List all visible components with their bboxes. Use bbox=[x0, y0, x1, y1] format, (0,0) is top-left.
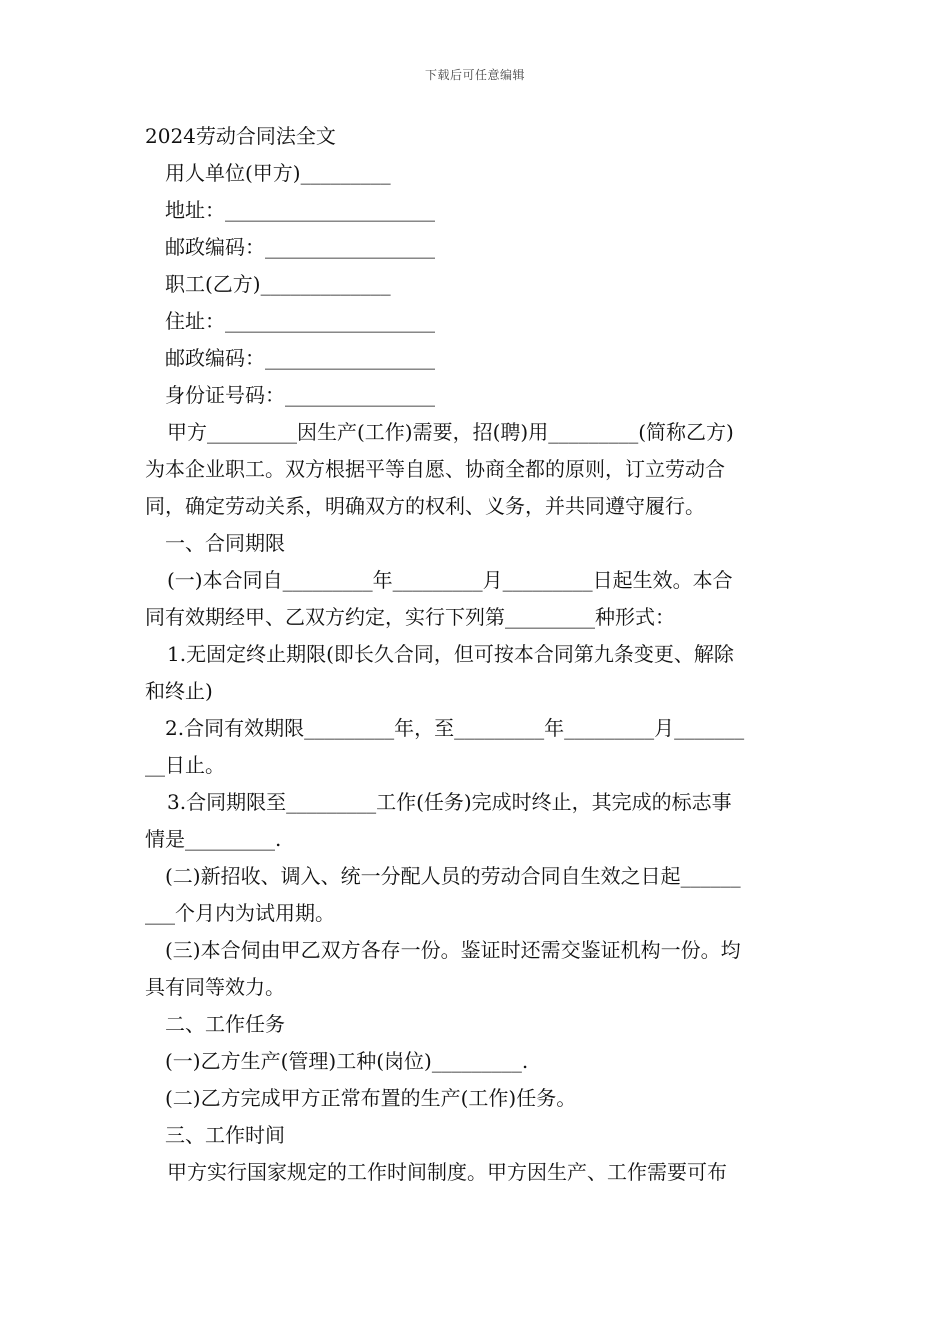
section3-heading: 三、工作时间 bbox=[165, 1123, 285, 1147]
section1-item1-line-1: 1.无固定终止期限(即长久合同，但可按本合同第九条变更、解除 bbox=[167, 642, 734, 666]
section2-p1: (一)乙方生产(管理)工种(岗位)_________. bbox=[165, 1049, 529, 1073]
section1-p2-line-1: (二)新招收、调入、统一分配人员的劳动合同自生效之日起______ bbox=[165, 864, 741, 888]
field-employee-postcode: 邮政编码：_________________ bbox=[165, 346, 435, 370]
section1-p1-line-2: 同有效期经甲、乙双方约定，实行下列第_________种形式： bbox=[145, 605, 675, 629]
section1-item2-line-1: 2.合同有效期限_________年，至_________年_________月_______ bbox=[165, 716, 745, 740]
field-employer-postcode: 邮政编码：_________________ bbox=[165, 235, 435, 259]
section3-p1-line-1: 甲方实行国家规定的工作时间制度。甲方因生产、工作需要可布 bbox=[167, 1160, 727, 1184]
intro-line-2: 为本企业职工。双方根据平等自愿、协商全都的原则，订立劳动合 bbox=[145, 457, 725, 481]
field-employee: 职工(乙方)_____________ bbox=[165, 272, 391, 296]
header-note: 下载后可任意编辑 bbox=[424, 68, 525, 82]
section2-p2: (二)乙方完成甲方正常布置的生产(工作)任务。 bbox=[165, 1086, 577, 1110]
field-id-number: 身份证号码：_______________ bbox=[165, 383, 435, 407]
document-title: 2024劳动合同法全文 bbox=[145, 124, 336, 148]
section1-item1-line-2: 和终止) bbox=[145, 679, 213, 703]
section1-heading: 一、合同期限 bbox=[165, 531, 285, 555]
field-employer-address: 地址：_____________________ bbox=[165, 198, 435, 222]
section1-p2-line-2: ___个月内为试用期。 bbox=[145, 901, 335, 925]
document-body bbox=[145, 118, 807, 1191]
field-employer: 用人单位(甲方)_________ bbox=[165, 161, 391, 185]
intro-line-3: 同，确定劳动关系，明确双方的权利、义务，并共同遵守履行。 bbox=[145, 494, 705, 518]
section2-heading: 二、工作任务 bbox=[165, 1012, 285, 1036]
section1-item2-line-2: __日止。 bbox=[145, 753, 225, 777]
intro-line-1: 甲方_________因生产(工作)需要，招(聘)用_________(简称乙方) bbox=[167, 420, 734, 444]
section1-p3-line-1: (三)本合伺由甲乙双方各存一份。鉴证时还需交鉴证机构一份。均 bbox=[165, 938, 741, 962]
section1-p1-line-1: (一)本合同自_________年_________月_________日起生效。本合 bbox=[167, 568, 733, 592]
section1-item3-line-1: 3.合同期限至_________工作(任务)完成时终止，其完成的标志事 bbox=[167, 790, 732, 814]
section1-item3-line-2: 情是_________. bbox=[145, 827, 282, 851]
field-employee-address: 住址：_____________________ bbox=[165, 309, 435, 333]
section1-p3-line-2: 具有同等效力。 bbox=[145, 975, 285, 999]
